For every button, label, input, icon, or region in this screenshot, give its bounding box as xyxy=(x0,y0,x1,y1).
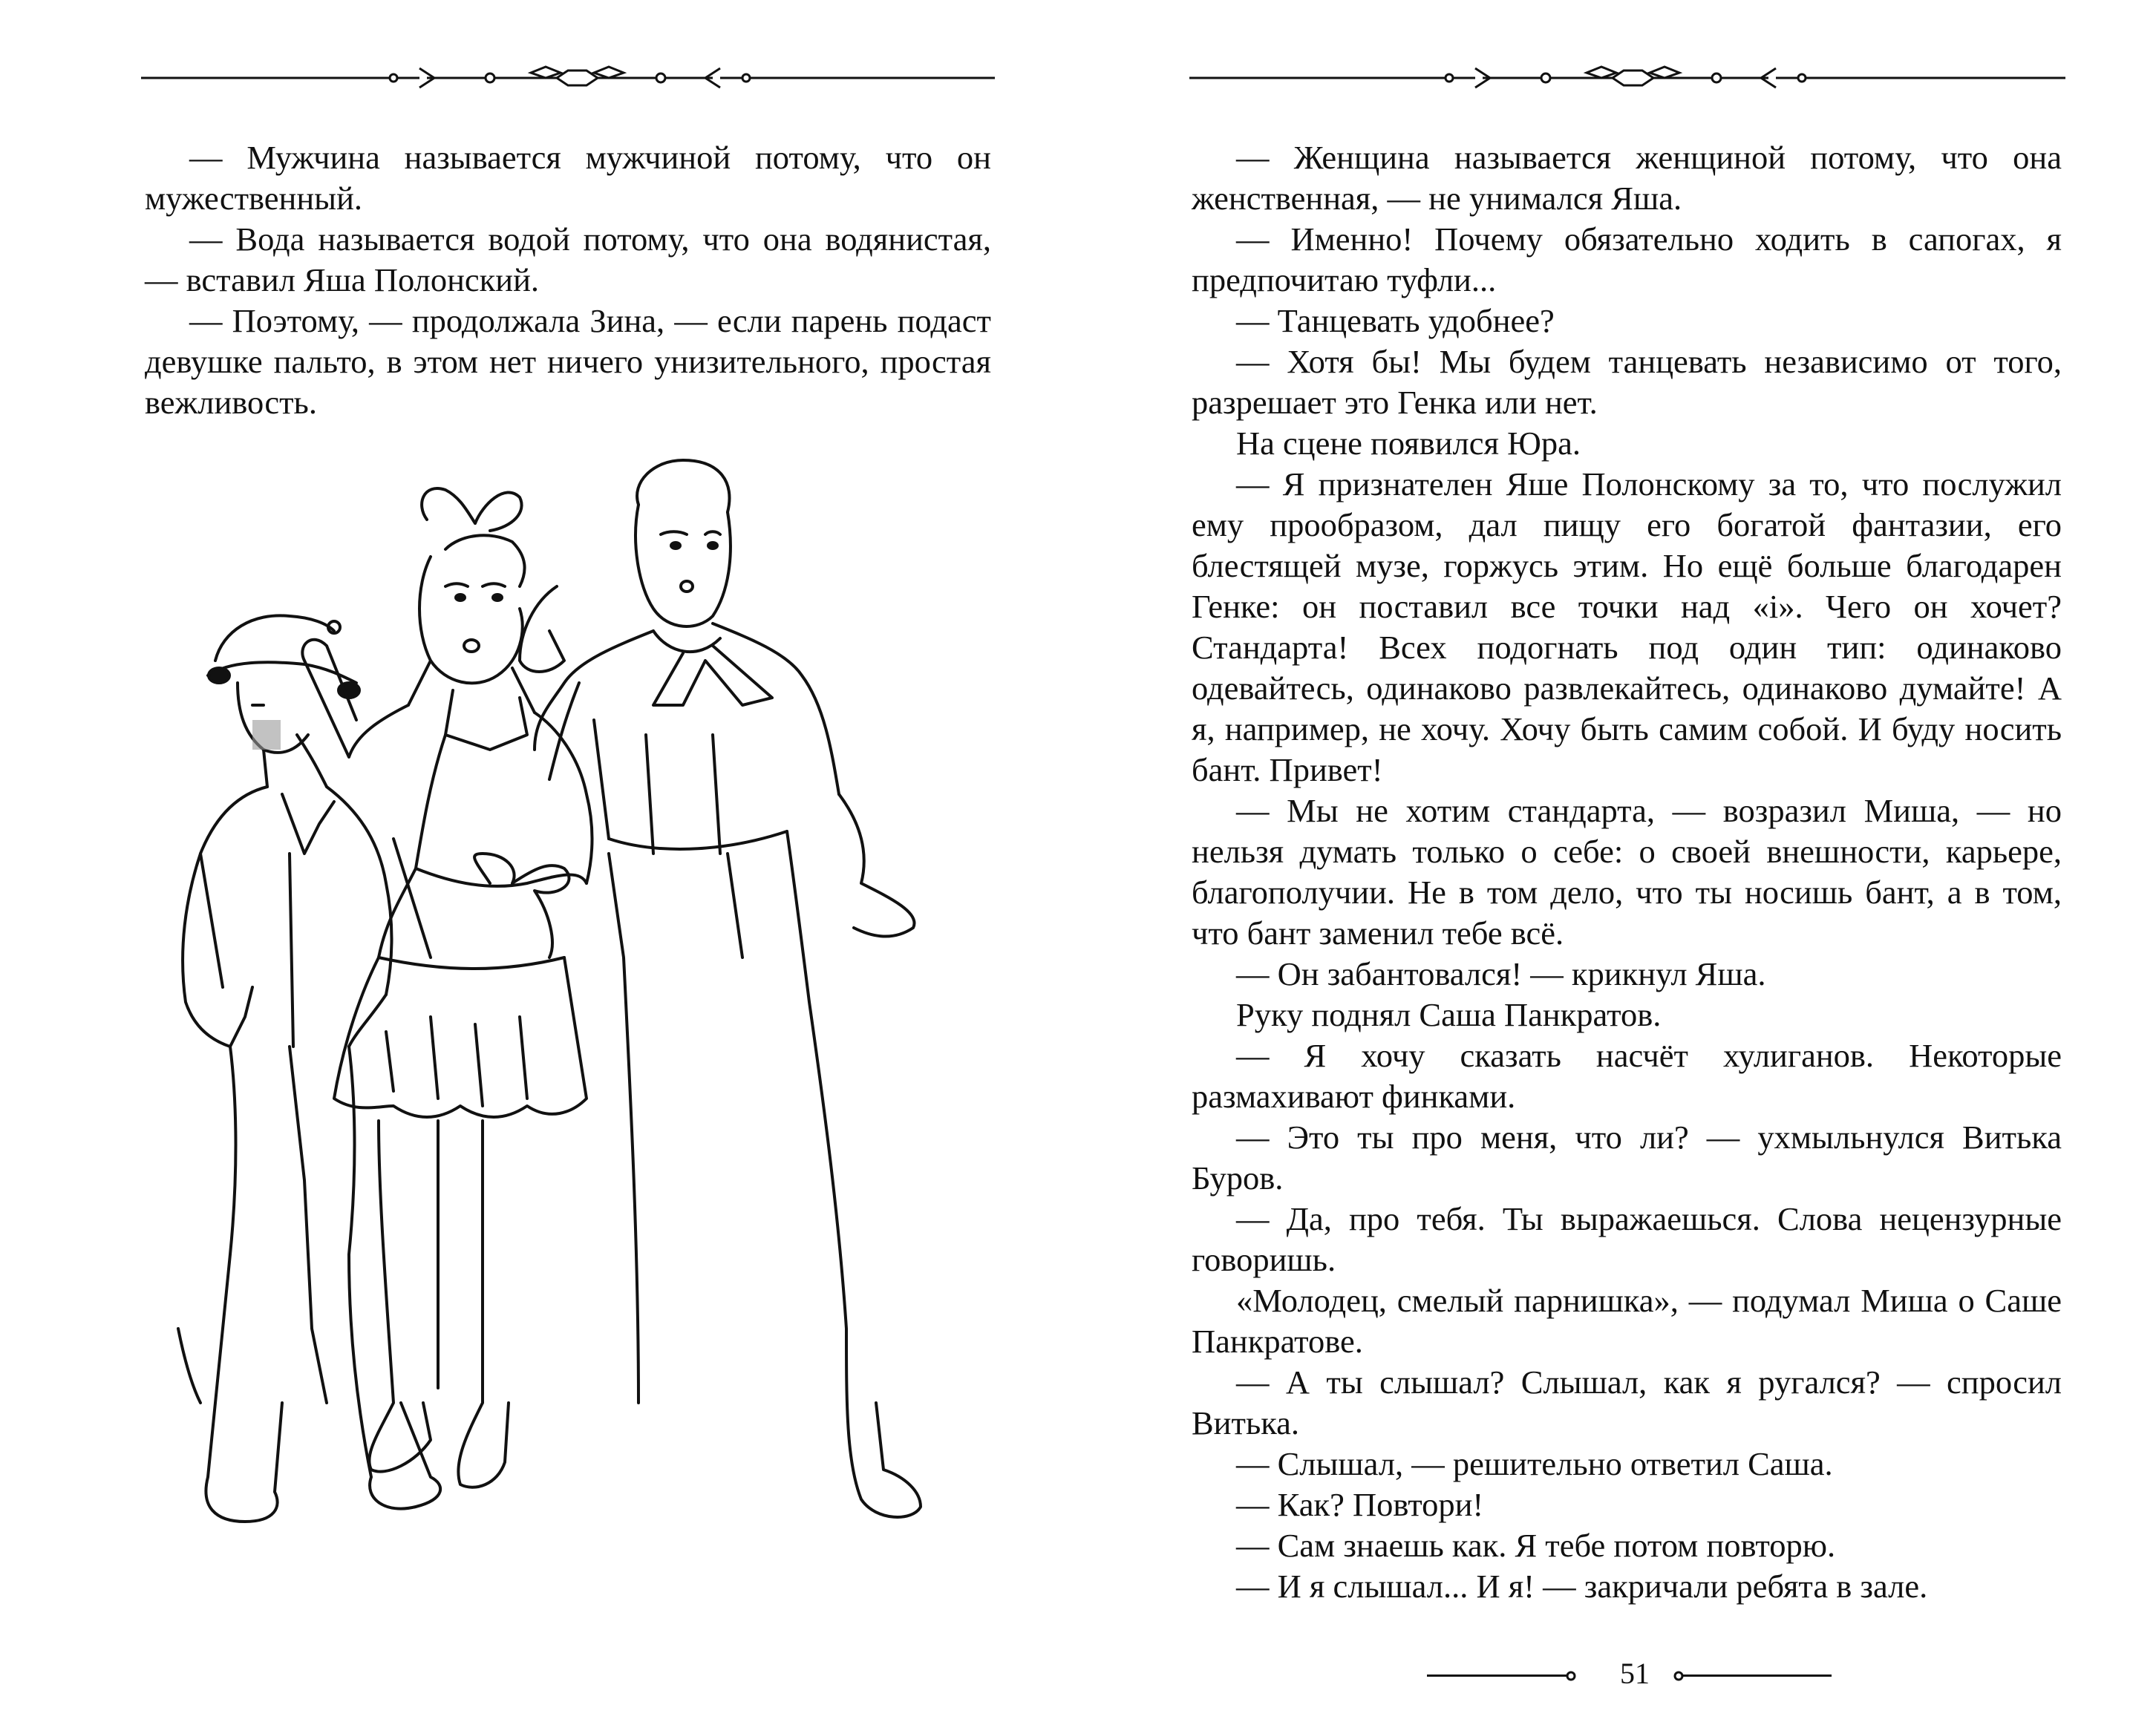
paragraph: — Танцевать удобнее? xyxy=(1236,302,1555,339)
paragraph: — Это ты про меня, что ли? — ухмыльнулся Витька Буров. xyxy=(1192,1119,2062,1196)
paragraph: Руку поднял Саша Панкратов. xyxy=(1236,996,1662,1033)
paragraph: — Как? Повтори! xyxy=(1236,1486,1484,1523)
paragraph: — Я хочу сказать насчёт хулиганов. Некоторые размахивают финками. xyxy=(1192,1037,2062,1115)
paragraph: — Поэтому, — продолжала Зина, — если парень подаст девушке пальто, в этом нет ничего унизительного, простая вежливость. xyxy=(145,302,991,421)
paragraph: — Я признателен Яше Полонскому за то, что послужил ему прообразом, дал пищу его богатой фантазии, его блестящей музе, горжусь этим. Но ещё больше благодарен Генке: он поставил все точки над «i». Чего он хочет? Стандарта! Всех подогнать под один тип: одинаково одевайтесь, одинаково развлекайтесь, одинаково думайте! А я, например, не хочу. Хочу быть самим собой. И буду носить бант. Привет! xyxy=(1192,465,2062,788)
tall-boy-with-scarf-figure xyxy=(520,460,921,1517)
paragraph: — Именно! Почему обязательно ходить в сапогах, я предпочитаю туфли... xyxy=(1192,220,2062,298)
paragraph: — Женщина называется женщиной потому, что она женственная, — не унимался Яша. xyxy=(1192,139,2062,217)
paragraph: — Хотя бы! Мы будем танцевать независимо от того, разрешает это Генка или нет. xyxy=(1192,343,2062,421)
page-number-footer xyxy=(1427,1651,1843,1696)
paragraph: — Сам знаешь как. Я тебе потом повторю. xyxy=(1236,1527,1836,1564)
footer-rule-right xyxy=(1683,1674,1832,1677)
paragraph: — Да, про тебя. Ты выражаешься. Слова нецензурные говоришь. xyxy=(1192,1200,2062,1278)
paragraph: — И я слышал... И я! — закричали ребята в зале. xyxy=(1236,1568,1928,1605)
paragraph: — Он забантовался! — крикнул Яша. xyxy=(1236,955,1766,992)
header-ornament-left xyxy=(141,59,995,96)
paragraph: — Вода называется водой потому, что она водянистая, — вставил Яша Полонский. xyxy=(145,220,991,298)
page-number: 51 xyxy=(1620,1657,1650,1690)
paragraph: На сцене появился Юра. xyxy=(1236,425,1581,462)
paragraph: — Слышал, — решительно ответил Саша. xyxy=(1236,1445,1833,1482)
left-page-text xyxy=(145,137,991,423)
girl-with-bow-figure xyxy=(302,488,592,1487)
paragraph: — Мы не хотим стандарта, — возразил Миша, — но нельзя думать только о себе: о своей внешности, карьере, благополучии. Не в том дело, что ты носишь бант, а в том, что бант заменил тебе всё. xyxy=(1192,792,2062,952)
paragraph: «Молодец, смелый парнишка», — подумал Миша о Саше Панкратове. xyxy=(1192,1282,2062,1360)
illustration-three-teenagers xyxy=(134,438,995,1566)
right-page xyxy=(1078,0,2156,1722)
boy-with-cap-figure xyxy=(178,615,440,1522)
paragraph: — Мужчина называется мужчиной потому, что он мужественный. xyxy=(145,139,991,217)
header-ornament-right xyxy=(1189,59,2065,96)
paragraph: — А ты слышал? Слышал, как я ругался? — спросил Витька. xyxy=(1192,1363,2062,1441)
right-page-text xyxy=(1192,137,2062,1607)
